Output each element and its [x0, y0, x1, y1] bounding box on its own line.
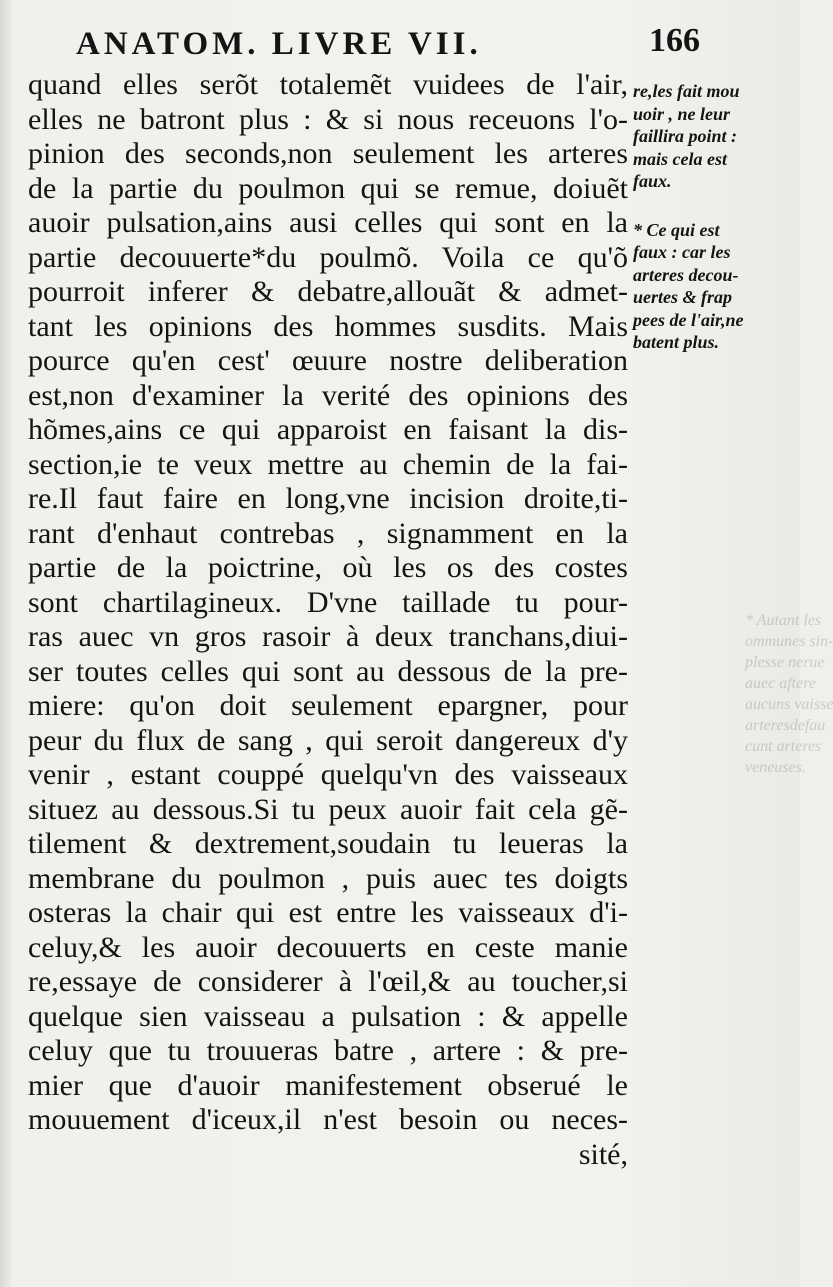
text-line: sité,: [578, 1137, 628, 1171]
text-line: ras auec vn gros rasoir à deux tranchans,diui-: [28, 620, 628, 653]
page-number: 166: [649, 22, 700, 59]
margin-note-line: pees de l'air,ne: [633, 309, 744, 330]
bleed-through-line: veneuses.: [745, 759, 806, 776]
margin-note-line: re,les fait mou: [633, 81, 740, 101]
text-line: peur du flux de sang , qui seroit dangereux d'y: [28, 723, 628, 757]
text-line: tilement & dextrement,soudain tu leueras la: [28, 827, 628, 860]
bleed-through-line: plesse nerue: [745, 654, 825, 671]
text-line: partie decouuerte*du poulmõ. Voila ce qu'õ: [28, 240, 628, 274]
margin-note-line: faux.: [633, 171, 672, 191]
bleed-through-line: ommunes sin-: [745, 633, 833, 650]
margin-note-line: arteres decou-: [633, 264, 739, 285]
main-text-block: [28, 68, 628, 1172]
text-line: mouuement d'iceux,il n'est besoin ou neces-: [28, 1103, 628, 1136]
text-line: sont chartilagineux. D'vne taillade tu pour-: [28, 585, 628, 619]
text-line: partie de la poictrine, où les os des costes: [28, 551, 628, 584]
text-line: situez au dessous.Si tu peux auoir fait cela gẽ-: [28, 792, 628, 826]
page-header: [60, 22, 760, 68]
text-line: quelque sien vaisseau a pulsation : & appelle: [28, 999, 628, 1033]
text-line: elles ne batront plus : & si nous receuons l'o-: [28, 102, 628, 136]
margin-note-line: uertes & frap: [633, 287, 732, 307]
text-line: celuy,& les auoir decouuerts en ceste manie: [28, 930, 628, 964]
text-line: mier que d'auoir manifestement obserué le: [28, 1068, 628, 1102]
text-line: venir , estant couppé quelqu'vn des vaisseaux: [28, 758, 628, 791]
text-line: tant les opinions des hommes susdits. Mais: [28, 309, 628, 343]
bleed-through-line: auec aftere: [745, 675, 816, 692]
text-line: osteras la chair qui est entre les vaisseaux d'i-: [28, 896, 628, 929]
text-line: pource qu'en cest' œuure nostre deliberation: [28, 344, 628, 377]
text-line: miere: qu'on doit seulement epargner, pour: [28, 689, 628, 722]
margin-note-line: faillira point :: [633, 126, 738, 146]
running-head: ANATOM. LIVRE VII.: [76, 26, 482, 62]
bleed-through-line: aucuns vaisse: [745, 696, 833, 713]
margin-note-line: mais cela est: [633, 148, 727, 169]
margin-note: [633, 219, 793, 354]
text-line: celuy que tu trouueras batre , artere : & pre-: [28, 1034, 628, 1067]
text-line: rant d'enhaut contrebas , signamment en la: [28, 516, 628, 550]
margin-note-line: uoir , ne leur: [633, 103, 731, 124]
margin-note: [633, 80, 793, 193]
text-line: pinion des seconds,non seulement les arteres: [28, 137, 628, 170]
text-line: re.Il faut faire en long,vne incision droite,ti-: [28, 482, 628, 515]
margin-note-line: * Ce qui est: [633, 219, 720, 240]
text-line: re,essaye de considerer à l'œil,& au toucher,si: [28, 965, 628, 998]
text-line: de la partie du poulmon qui se remue, doiuẽt: [28, 171, 628, 205]
bleed-through-text: [745, 610, 833, 850]
text-line: membrane du poulmon , puis auec tes doigts: [28, 861, 628, 895]
text-line: quand elles serõt totalemẽt vuidees de l'air,: [28, 68, 628, 101]
text-line: hõmes,ains ce qui apparoist en faisant la dis-: [28, 413, 628, 446]
marginal-notes: [633, 80, 793, 368]
text-line: pourroit inferer & debatre,allouãt & admet-: [28, 275, 628, 308]
bleed-through-line: arteresdefau: [745, 717, 826, 734]
bleed-through-line: cunt arteres: [745, 738, 822, 755]
text-line: section,ie te veux mettre au chemin de la fai-: [28, 447, 628, 481]
margin-note-line: batent plus.: [633, 332, 720, 352]
text-line: ser toutes celles qui sont au dessous de la pre-: [28, 654, 628, 688]
text-line: est,non d'examiner la verité des opinions des: [28, 378, 628, 412]
text-line: auoir pulsation,ains ausi celles qui sont en la: [28, 206, 628, 239]
margin-note-line: faux : car les: [633, 242, 731, 262]
bleed-through-line: * Autant les: [745, 612, 822, 629]
